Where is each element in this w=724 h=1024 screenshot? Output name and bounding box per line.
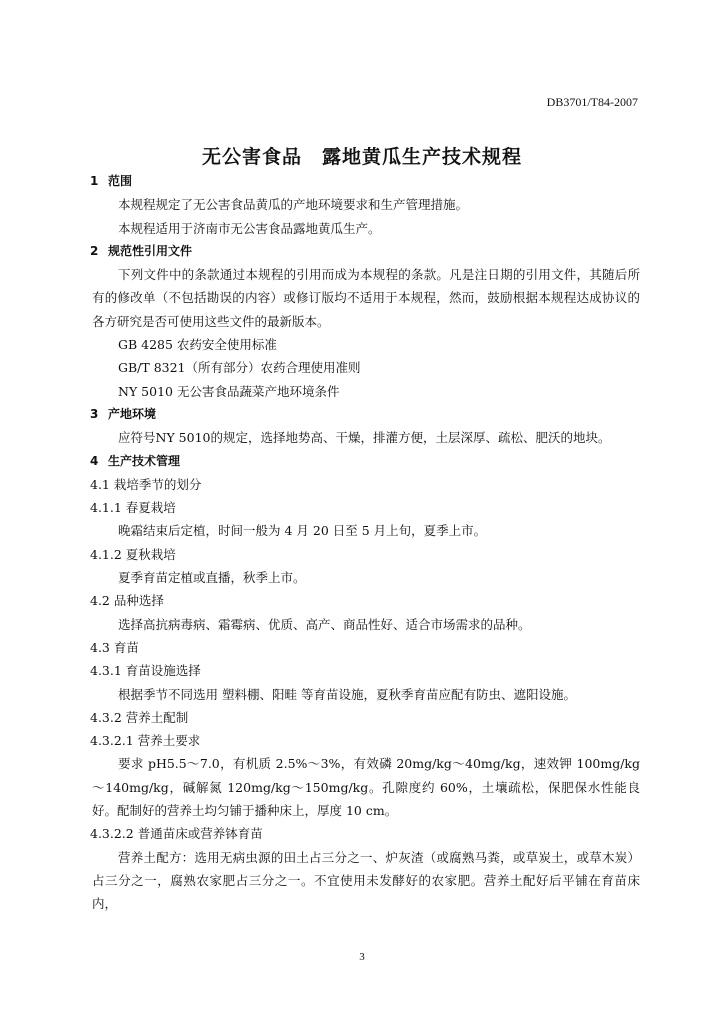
section-3-heading — [90, 403, 640, 426]
subsection-heading: 4.1 栽培季节的划分 — [90, 476, 202, 492]
paragraph: 应符号NY 5010的规定，选择地势高、干燥，排灌方便，土层深厚、疏松、肥沃的地块。 — [118, 430, 611, 446]
subsection-heading: 4.1.1 春夏栽培 — [90, 500, 176, 516]
paragraph: 夏季育苗定植或直播，秋季上市。 — [118, 570, 306, 586]
paragraph: 本规程适用于济南市无公害食品露地黄瓜生产。 — [118, 220, 381, 236]
section-title: 产地环境 — [108, 406, 157, 421]
reference-item: NY 5010 无公害食品蔬菜产地环境条件 — [118, 383, 340, 399]
section-title: 范围 — [108, 174, 133, 188]
paragraph: 根据季节不同选用 塑料棚、阳畦 等育苗设施，夏秋季育苗应配有防虫、遮阳设施。 — [118, 686, 576, 702]
document-body — [92, 170, 640, 916]
subsection-heading: 4.2 品种选择 — [90, 593, 164, 609]
paragraph: 营养土配方：选用无病虫源的田土占三分之一、炉灰渣（或腐熟马粪，或草炭土，或草木炭）占三分之一，腐熟农家肥占三分之一。不宜使用未发酵好的农家肥。营养土配好后平铺在育苗床内， — [92, 849, 640, 912]
reference-item: GB 4285 农药安全使用标准 — [118, 337, 277, 353]
subsection-heading: 4.3.2.1 营养土要求 — [90, 733, 201, 749]
section-number: 4 — [90, 453, 99, 468]
subsection-heading: 4.3.2.2 普通苗床或营养钵育苗 — [90, 826, 263, 842]
subsection-heading: 4.3.2 营养土配制 — [90, 709, 189, 725]
section-title: 规范性引用文件 — [108, 243, 193, 258]
paragraph: 要求 pH5.5～7.0，有机质 2.5%～3%，有效磷 20mg/kg～40mg/kg，速效钾 100mg/kg～140mg/kg，碱解氮 120mg/kg～150mg/kg。孔隙度约 60%，土壤疏松，保肥保水性能良好。配制好的营养土均匀铺于播种床上，厚度 10 cm。 — [92, 756, 640, 819]
reference-item: GB/T 8321（所有部分）农药合理使用准则 — [118, 360, 361, 376]
paragraph: 选择高抗病毒病、霜霉病、优质、高产、商品性好、适合市场需求的品种。 — [118, 616, 531, 632]
paragraph: 下列文件中的条款通过本规程的引用而成为本规程的条款。凡是注日期的引用文件，其随后所有的修改单（不包括勘误的内容）或修订版均不适用于本规程，然而，鼓励根据本规程达成协议的各方研究是否可使用这些文件的最新版本。 — [92, 267, 640, 329]
section-number: 1 — [90, 174, 99, 188]
section-number: 3 — [90, 406, 99, 421]
section-4-heading — [90, 450, 640, 473]
subsection-heading: 4.3.1 育苗设施选择 — [90, 663, 201, 679]
subsection-heading: 4.1.2 夏秋栽培 — [90, 546, 176, 562]
standard-code: DB3701/T84-2007 — [546, 95, 638, 109]
document-title: 无公害食品 露地黄瓜生产技术规程 — [201, 146, 522, 168]
page-number: 3 — [359, 951, 365, 963]
section-2-heading — [90, 240, 640, 263]
subsection-heading: 4.3 育苗 — [90, 639, 139, 655]
section-1-heading — [90, 170, 640, 193]
paragraph: 晚霜结束后定植，时间一般为 4 月 20 日至 5 月上旬，夏季上市。 — [118, 523, 487, 539]
section-title: 生产技术管理 — [108, 453, 181, 468]
section-number: 2 — [90, 243, 99, 258]
paragraph: 本规程规定了无公害食品黄瓜的产地环境要求和生产管理措施。 — [118, 197, 469, 213]
